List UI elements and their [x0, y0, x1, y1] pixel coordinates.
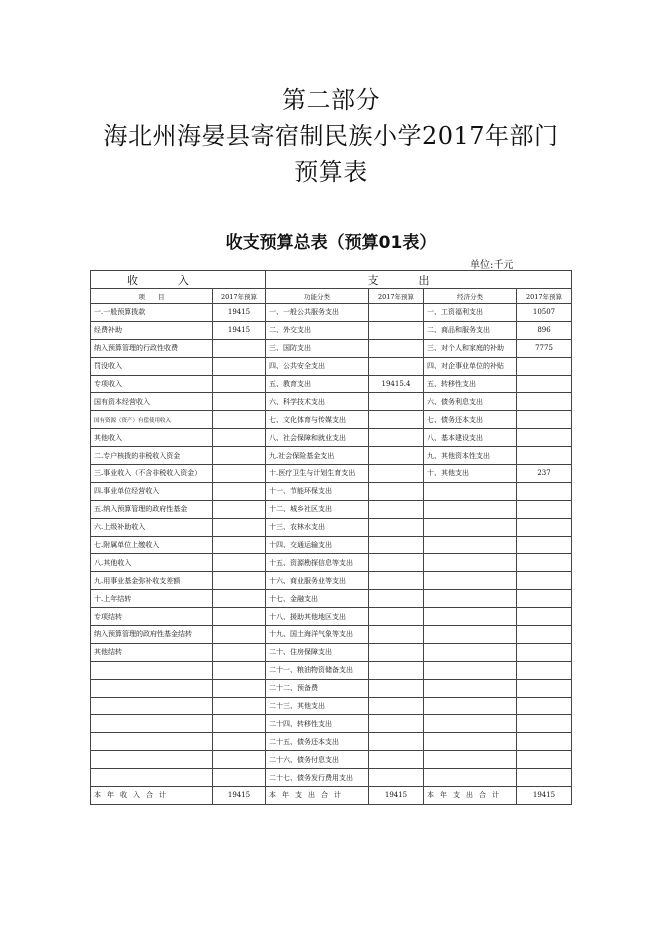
income-cell: 纳入预算管理的行政性收费 [91, 339, 213, 357]
income-amount-cell [213, 661, 266, 679]
income-amount-cell [213, 518, 266, 536]
function-class-cell: 二、外交支出 [266, 321, 369, 339]
table-row [91, 411, 572, 429]
table-row [91, 339, 572, 357]
table-row [91, 357, 572, 375]
function-amount-cell [369, 572, 424, 590]
economic-class-cell [424, 751, 517, 769]
document-heading [0, 82, 662, 190]
function-class-cell: 十九、国土海洋气象等支出 [266, 626, 369, 644]
function-amount-cell [369, 321, 424, 339]
income-amount-cell [213, 482, 266, 500]
income-cell: 其他收入 [91, 429, 213, 447]
economic-class-cell: 三、对个人和家庭的补助 [424, 339, 517, 357]
function-amount-cell [369, 411, 424, 429]
function-class-cell: 十六、商业服务业等支出 [266, 572, 369, 590]
function-amount-cell [369, 393, 424, 411]
table-row [91, 465, 572, 483]
economic-class-cell [424, 572, 517, 590]
table-row [91, 679, 572, 697]
table-row [91, 590, 572, 608]
function-amount-cell [369, 554, 424, 572]
income-amount-cell [213, 447, 266, 465]
function-class-cell: 三、国防支出 [266, 339, 369, 357]
col-header-budget-economic: 2017年预算 [517, 289, 572, 304]
income-total-amount: 19415 [213, 787, 266, 805]
economic-amount-cell [517, 643, 572, 661]
economic-class-cell: 七、债务还本支出 [424, 411, 517, 429]
economic-class-cell [424, 679, 517, 697]
function-class-cell: 一、一般公共服务支出 [266, 304, 369, 322]
income-cell [91, 715, 213, 733]
income-cell: 国有资源（资产）有偿使用收入 [91, 411, 213, 429]
income-amount-cell: 19415 [213, 304, 266, 322]
economic-amount-cell [517, 661, 572, 679]
economic-amount-cell [517, 751, 572, 769]
income-cell: 八.其他收入 [91, 554, 213, 572]
economic-amount-cell [517, 447, 572, 465]
income-cell: 六.上级补助收入 [91, 518, 213, 536]
function-amount-cell [369, 751, 424, 769]
income-cell: 四.事业单位经营收入 [91, 482, 213, 500]
income-amount-cell [213, 500, 266, 518]
income-cell [91, 733, 213, 751]
economic-class-cell [424, 733, 517, 751]
income-amount-cell [213, 769, 266, 787]
function-amount-cell [369, 626, 424, 644]
function-amount-cell [369, 536, 424, 554]
function-amount-cell [369, 697, 424, 715]
income-cell: 九.用事业基金弥补收支差额 [91, 572, 213, 590]
function-class-cell: 四、公共安全支出 [266, 357, 369, 375]
economic-class-cell [424, 769, 517, 787]
table-row [91, 536, 572, 554]
economic-amount-cell [517, 375, 572, 393]
economic-amount-cell [517, 536, 572, 554]
function-amount-cell [369, 357, 424, 375]
function-class-cell: 二十一、粮油物资储备支出 [266, 661, 369, 679]
economic-amount-cell [517, 482, 572, 500]
function-class-cell: 二十二、预备费 [266, 679, 369, 697]
income-amount-cell [213, 375, 266, 393]
function-class-cell: 九.社会保险基金支出 [266, 447, 369, 465]
function-class-cell: 十一、节能环保支出 [266, 482, 369, 500]
function-class-cell: 十.医疗卫生与计划生育支出 [266, 465, 369, 483]
col-header-function-class: 功能分类 [266, 289, 369, 304]
income-cell: 专项结转 [91, 608, 213, 626]
budget-summary-table [90, 270, 572, 805]
economic-class-cell: 九、其他资本性支出 [424, 447, 517, 465]
income-amount-cell [213, 429, 266, 447]
economic-amount-cell [517, 411, 572, 429]
heading-line-2: 海北州海晏县寄宿制民族小学2017年部门 [103, 122, 559, 150]
income-cell: 七.附属单位上缴收入 [91, 536, 213, 554]
economic-amount-cell: 896 [517, 321, 572, 339]
column-header-row [91, 289, 572, 304]
income-amount-cell [213, 626, 266, 644]
economic-class-cell [424, 554, 517, 572]
income-cell: 二.专户核拨的非税收入资金 [91, 447, 213, 465]
economic-amount-cell [517, 697, 572, 715]
economic-class-cell: 四、对企事业单位的补贴 [424, 357, 517, 375]
function-class-cell: 七、文化体育与传媒支出 [266, 411, 369, 429]
economic-amount-cell: 7775 [517, 339, 572, 357]
col-header-budget-function: 2017年预算 [369, 289, 424, 304]
economic-class-cell: 一、工资福利支出 [424, 304, 517, 322]
income-cell: 国有资本经营收入 [91, 393, 213, 411]
income-cell [91, 751, 213, 769]
income-amount-cell [213, 590, 266, 608]
income-cell: 专项收入 [91, 375, 213, 393]
income-cell: 纳入预算管理的政府性基金结转 [91, 626, 213, 644]
income-amount-cell [213, 339, 266, 357]
function-amount-cell [369, 643, 424, 661]
table-row [91, 769, 572, 787]
income-amount-cell: 19415 [213, 321, 266, 339]
economic-amount-cell [517, 429, 572, 447]
economic-amount-cell [517, 518, 572, 536]
function-amount-cell [369, 447, 424, 465]
heading-line-1: 第二部分 [282, 86, 380, 114]
economic-amount-cell [517, 572, 572, 590]
economic-amount-cell [517, 500, 572, 518]
table-row [91, 661, 572, 679]
function-class-cell: 十五、资源勘探信息等支出 [266, 554, 369, 572]
function-amount-cell [369, 339, 424, 357]
function-class-cell: 十八、援助其他地区支出 [266, 608, 369, 626]
economic-amount-cell [517, 590, 572, 608]
income-cell: 五.纳入预算管理的政府性基金 [91, 500, 213, 518]
function-amount-cell [369, 304, 424, 322]
income-cell [91, 697, 213, 715]
income-amount-cell [213, 715, 266, 733]
economic-class-cell [424, 536, 517, 554]
table-title: 收支预算总表（预算01表） [225, 233, 437, 253]
income-cell: 十.上年结转 [91, 590, 213, 608]
table-row [91, 447, 572, 465]
economic-amount-cell [517, 626, 572, 644]
function-amount-cell [369, 715, 424, 733]
function-class-cell: 二十六、债务付息支出 [266, 751, 369, 769]
function-amount-cell [369, 465, 424, 483]
income-amount-cell [213, 751, 266, 769]
table-row [91, 500, 572, 518]
income-cell: 其他结转 [91, 643, 213, 661]
function-class-cell: 五、教育支出 [266, 375, 369, 393]
heading-line-3: 预算表 [294, 158, 368, 186]
table-row [91, 518, 572, 536]
income-cell [91, 679, 213, 697]
func-total-amount: 19415 [369, 787, 424, 805]
table-row [91, 608, 572, 626]
function-class-cell: 十三、农林水支出 [266, 518, 369, 536]
economic-class-cell [424, 715, 517, 733]
function-amount-cell [369, 482, 424, 500]
income-amount-cell [213, 536, 266, 554]
economic-class-cell [424, 518, 517, 536]
expenditure-group-header: 支出 [266, 271, 572, 289]
table-row [91, 643, 572, 661]
econ-total-label: 本年支出合计 [424, 787, 517, 805]
income-amount-cell [213, 411, 266, 429]
income-cell [91, 769, 213, 787]
group-header-row [91, 271, 572, 289]
income-amount-cell [213, 357, 266, 375]
economic-amount-cell [517, 769, 572, 787]
economic-amount-cell [517, 715, 572, 733]
unit-label: 单位:千元 [470, 260, 514, 271]
economic-class-cell [424, 482, 517, 500]
income-total-label: 本年收入合计 [91, 787, 213, 805]
economic-class-cell: 五、转移性支出 [424, 375, 517, 393]
economic-class-cell [424, 626, 517, 644]
income-amount-cell [213, 393, 266, 411]
economic-class-cell: 六、债务利息支出 [424, 393, 517, 411]
economic-amount-cell [517, 393, 572, 411]
function-amount-cell [369, 769, 424, 787]
function-amount-cell [369, 661, 424, 679]
economic-amount-cell: 10507 [517, 304, 572, 322]
economic-amount-cell [517, 554, 572, 572]
economic-amount-cell: 237 [517, 465, 572, 483]
function-class-cell: 二十三、其他支出 [266, 697, 369, 715]
function-class-cell: 八、社会保障和就业支出 [266, 429, 369, 447]
function-class-cell: 十四、交通运输支出 [266, 536, 369, 554]
income-amount-cell [213, 572, 266, 590]
economic-class-cell: 二、商品和服务支出 [424, 321, 517, 339]
income-cell [91, 661, 213, 679]
economic-class-cell [424, 643, 517, 661]
income-group-header: 收入 [91, 271, 266, 289]
econ-total-amount: 19415 [517, 787, 572, 805]
function-class-cell: 十二、城乡社区支出 [266, 500, 369, 518]
function-amount-cell [369, 608, 424, 626]
income-cell: 三.事业收入（不含非税收入资金） [91, 465, 213, 483]
function-class-cell: 十七、金融支出 [266, 590, 369, 608]
function-amount-cell: 19415.4 [369, 375, 424, 393]
income-amount-cell [213, 733, 266, 751]
income-amount-cell [213, 554, 266, 572]
function-amount-cell [369, 500, 424, 518]
income-amount-cell [213, 608, 266, 626]
economic-amount-cell [517, 733, 572, 751]
func-total-label: 本年支出合计 [266, 787, 369, 805]
table-row [91, 715, 572, 733]
totals-row [91, 787, 572, 805]
table-row [91, 751, 572, 769]
income-amount-cell [213, 697, 266, 715]
function-class-cell: 六、科学技术支出 [266, 393, 369, 411]
function-amount-cell [369, 590, 424, 608]
table-row [91, 554, 572, 572]
table-row [91, 626, 572, 644]
function-amount-cell [369, 679, 424, 697]
table-row [91, 321, 572, 339]
function-amount-cell [369, 518, 424, 536]
economic-class-cell [424, 661, 517, 679]
table-row [91, 393, 572, 411]
table-row [91, 572, 572, 590]
income-amount-cell [213, 465, 266, 483]
function-class-cell: 二十、住房保障支出 [266, 643, 369, 661]
income-cell: 罚没收入 [91, 357, 213, 375]
economic-class-cell [424, 590, 517, 608]
table-row [91, 429, 572, 447]
economic-class-cell [424, 500, 517, 518]
economic-amount-cell [517, 679, 572, 697]
income-cell: 经费补助 [91, 321, 213, 339]
function-class-cell: 二十四、转移性支出 [266, 715, 369, 733]
table-row [91, 697, 572, 715]
economic-amount-cell [517, 357, 572, 375]
col-header-economic-class: 经济分类 [424, 289, 517, 304]
function-amount-cell [369, 733, 424, 751]
table-row [91, 375, 572, 393]
economic-class-cell [424, 697, 517, 715]
function-class-cell: 二十七、债务发行费用支出 [266, 769, 369, 787]
income-amount-cell [213, 643, 266, 661]
economic-class-cell [424, 608, 517, 626]
economic-class-cell: 十、其他支出 [424, 465, 517, 483]
col-header-budget-income: 2017年预算 [213, 289, 266, 304]
table-row [91, 733, 572, 751]
col-header-item: 项 目 [91, 289, 213, 304]
function-class-cell: 二十五、债务还本支出 [266, 733, 369, 751]
income-cell: 一.一般预算拨款 [91, 304, 213, 322]
table-row [91, 304, 572, 322]
economic-class-cell: 八、基本建设支出 [424, 429, 517, 447]
economic-amount-cell [517, 608, 572, 626]
table-row [91, 482, 572, 500]
income-amount-cell [213, 679, 266, 697]
function-amount-cell [369, 429, 424, 447]
